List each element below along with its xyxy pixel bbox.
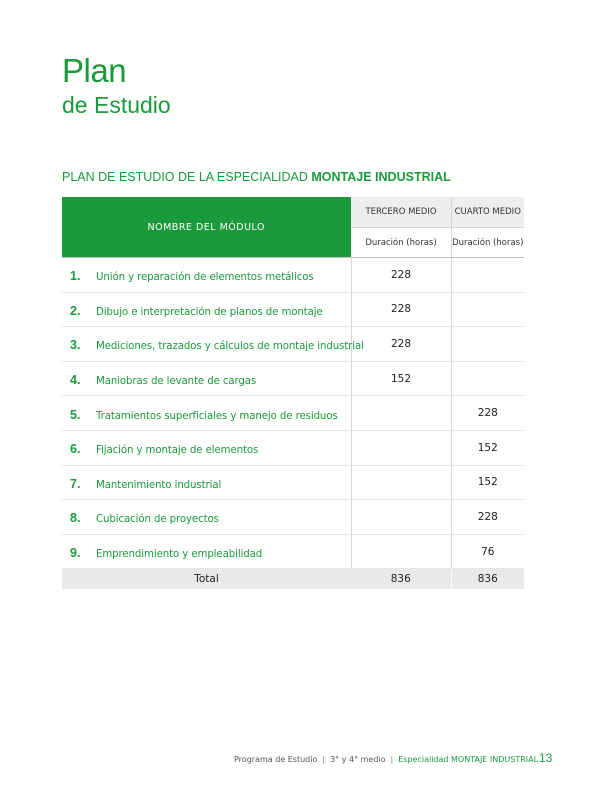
module-row	[62, 534, 524, 569]
tercero-hours: 152	[351, 361, 451, 396]
cuarto-hours	[451, 258, 524, 293]
module-number: 3.	[70, 338, 81, 353]
footer-program: Programa de Estudio	[234, 755, 318, 764]
total-label: Total	[62, 569, 351, 590]
footer-separator: |	[322, 755, 326, 764]
module-cell	[62, 465, 351, 500]
page-subtitle: de Estudio	[62, 92, 171, 118]
module-name: Emprendimiento y empleabilidad	[96, 549, 263, 561]
footer-separator: |	[390, 755, 394, 764]
module-cell	[62, 534, 351, 569]
page-title: Plan	[62, 52, 127, 89]
module-name: Dibujo e interpretación de planos de montaje	[96, 306, 323, 318]
module-row	[62, 430, 524, 465]
cuarto-unit-header: Duración (horas)	[451, 228, 524, 258]
module-row	[62, 361, 524, 396]
footer-specialty: Especialidad MONTAJE INDUSTRIAL	[398, 755, 539, 764]
tercero-hours	[351, 465, 451, 500]
module-name: Fijación y montaje de elementos	[96, 445, 259, 457]
module-row	[62, 258, 524, 293]
section-heading-emphasis: MONTAJE INDUSTRIAL	[311, 170, 451, 184]
module-name: Cubicación de proyectos	[96, 514, 219, 526]
footer-grade: 3° y 4° medio	[330, 755, 386, 764]
total-cuarto: 836	[451, 569, 524, 590]
module-number: 8.	[70, 511, 81, 526]
total-row	[62, 569, 524, 590]
module-cell	[62, 500, 351, 535]
module-name: Mediciones, trazados y cálculos de montaje industrial	[96, 341, 364, 353]
tercero-unit-header: Duración (horas)	[351, 228, 451, 258]
cuarto-medio-header: CUARTO MEDIO	[451, 197, 524, 228]
page-number: 13	[539, 751, 553, 765]
tercero-hours	[351, 396, 451, 431]
section-heading	[62, 170, 451, 184]
cuarto-hours	[451, 361, 524, 396]
module-number: 9.	[70, 546, 81, 561]
total-tercero: 836	[351, 569, 451, 590]
module-cell	[62, 327, 364, 362]
cuarto-hours: 228	[451, 396, 524, 431]
module-row	[62, 500, 524, 535]
module-cell	[62, 430, 351, 465]
module-name: Tratamientos superficiales y manejo de residuos	[96, 410, 338, 422]
module-number: 7.	[70, 476, 81, 491]
module-cell	[62, 258, 351, 293]
module-row	[62, 465, 524, 500]
page-footer	[234, 755, 538, 764]
module-cell	[62, 361, 351, 396]
tercero-medio-header: TERCERO MEDIO	[351, 197, 451, 228]
module-number: 5.	[70, 407, 81, 422]
module-number: 6.	[70, 442, 81, 457]
module-row	[62, 327, 524, 362]
module-number: 1.	[70, 269, 81, 284]
module-number: 2.	[70, 303, 81, 318]
module-number: 4.	[70, 373, 81, 388]
module-name: Unión y reparación de elementos metálicos	[96, 272, 314, 284]
tercero-hours	[351, 534, 451, 569]
cuarto-hours: 152	[451, 430, 524, 465]
tercero-hours: 228	[351, 258, 451, 293]
cuarto-hours	[451, 292, 524, 327]
module-row	[62, 396, 524, 431]
study-plan-table	[62, 197, 524, 589]
cuarto-hours: 152	[451, 465, 524, 500]
section-heading-prefix: PLAN DE ESTUDIO DE LA ESPECIALIDAD	[62, 170, 312, 184]
module-column-header: NOMBRE DEL MÓDULO	[62, 197, 351, 257]
module-cell	[62, 396, 351, 431]
module-cell	[62, 292, 351, 327]
tercero-hours	[351, 430, 451, 465]
tercero-hours: 228	[351, 327, 451, 362]
cuarto-hours: 228	[451, 500, 524, 535]
module-name: Maniobras de levante de cargas	[96, 376, 257, 388]
module-name: Mantenimiento industrial	[96, 479, 222, 491]
tercero-hours: 228	[351, 292, 451, 327]
cuarto-hours	[451, 327, 524, 362]
tercero-hours	[351, 500, 451, 535]
cuarto-hours: 76	[451, 534, 524, 569]
module-row	[62, 292, 524, 327]
